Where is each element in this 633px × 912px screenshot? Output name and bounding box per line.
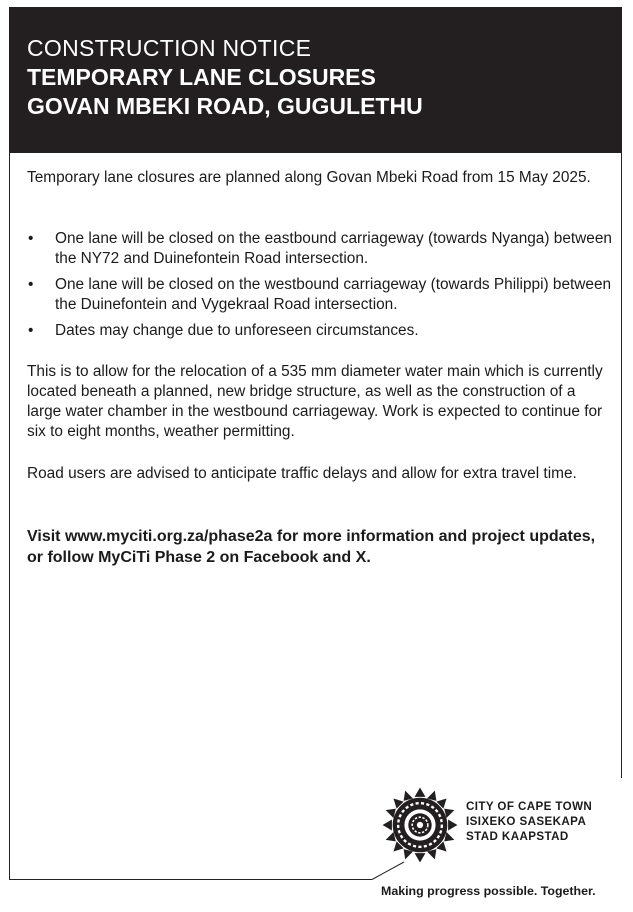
advisory-paragraph: Road users are advised to anticipate traffic delays and allow for extra travel time. [27, 465, 577, 482]
city-name-xhosa: ISIXEKO SASEKAPA [466, 815, 587, 828]
city-name-afrikaans: STAD KAAPSTAD [466, 830, 569, 843]
notice-title: TEMPORARY LANE CLOSURES [27, 64, 376, 90]
tagline: Making progress possible. Together. [381, 884, 596, 898]
notice-header [9, 7, 622, 153]
relocation-paragraph: This is to allow for the relocation of a 535 mm diameter water main which is currently located beneath a planned, new bridge structure, as well as the construction of a large water chamber in the westbound carriageway. Work is expected to continue for six to eight months, weather permitting. [27, 363, 603, 440]
list-item: • One lane will be closed on the westbound carriageway (towards Philippi) between the Duinefontein and Vygekraal Road intersection. [28, 276, 612, 313]
bullet-icon: • [28, 276, 34, 293]
bullet-icon: • [28, 322, 34, 339]
notice-kicker: CONSTRUCTION NOTICE [27, 35, 312, 61]
list-item: • One lane will be closed on the eastbound carriageway (towards Nyanga) between the NY72 and Duinefontein Road intersection. [28, 230, 612, 267]
notice-location: GOVAN MBEKI ROAD, GUGULETHU [27, 93, 423, 119]
intro-paragraph: Temporary lane closures are planned along Govan Mbeki Road from 15 May 2025. [27, 169, 591, 186]
city-name-english: CITY OF CAPE TOWN [466, 800, 593, 813]
city-name-block [466, 799, 592, 844]
more-info-paragraph: Visit www.myciti.org.za/phase2a for more information and project updates, or follow MyCiTi Phase 2 on Facebook and X. [27, 528, 596, 566]
bullet-icon: • [28, 230, 34, 247]
frame-bottom-line [9, 879, 372, 880]
list-item: • Dates may change due to unforeseen circumstances. [28, 322, 419, 339]
city-of-cape-town-emblem-icon [381, 786, 459, 864]
closure-list [27, 229, 617, 347]
